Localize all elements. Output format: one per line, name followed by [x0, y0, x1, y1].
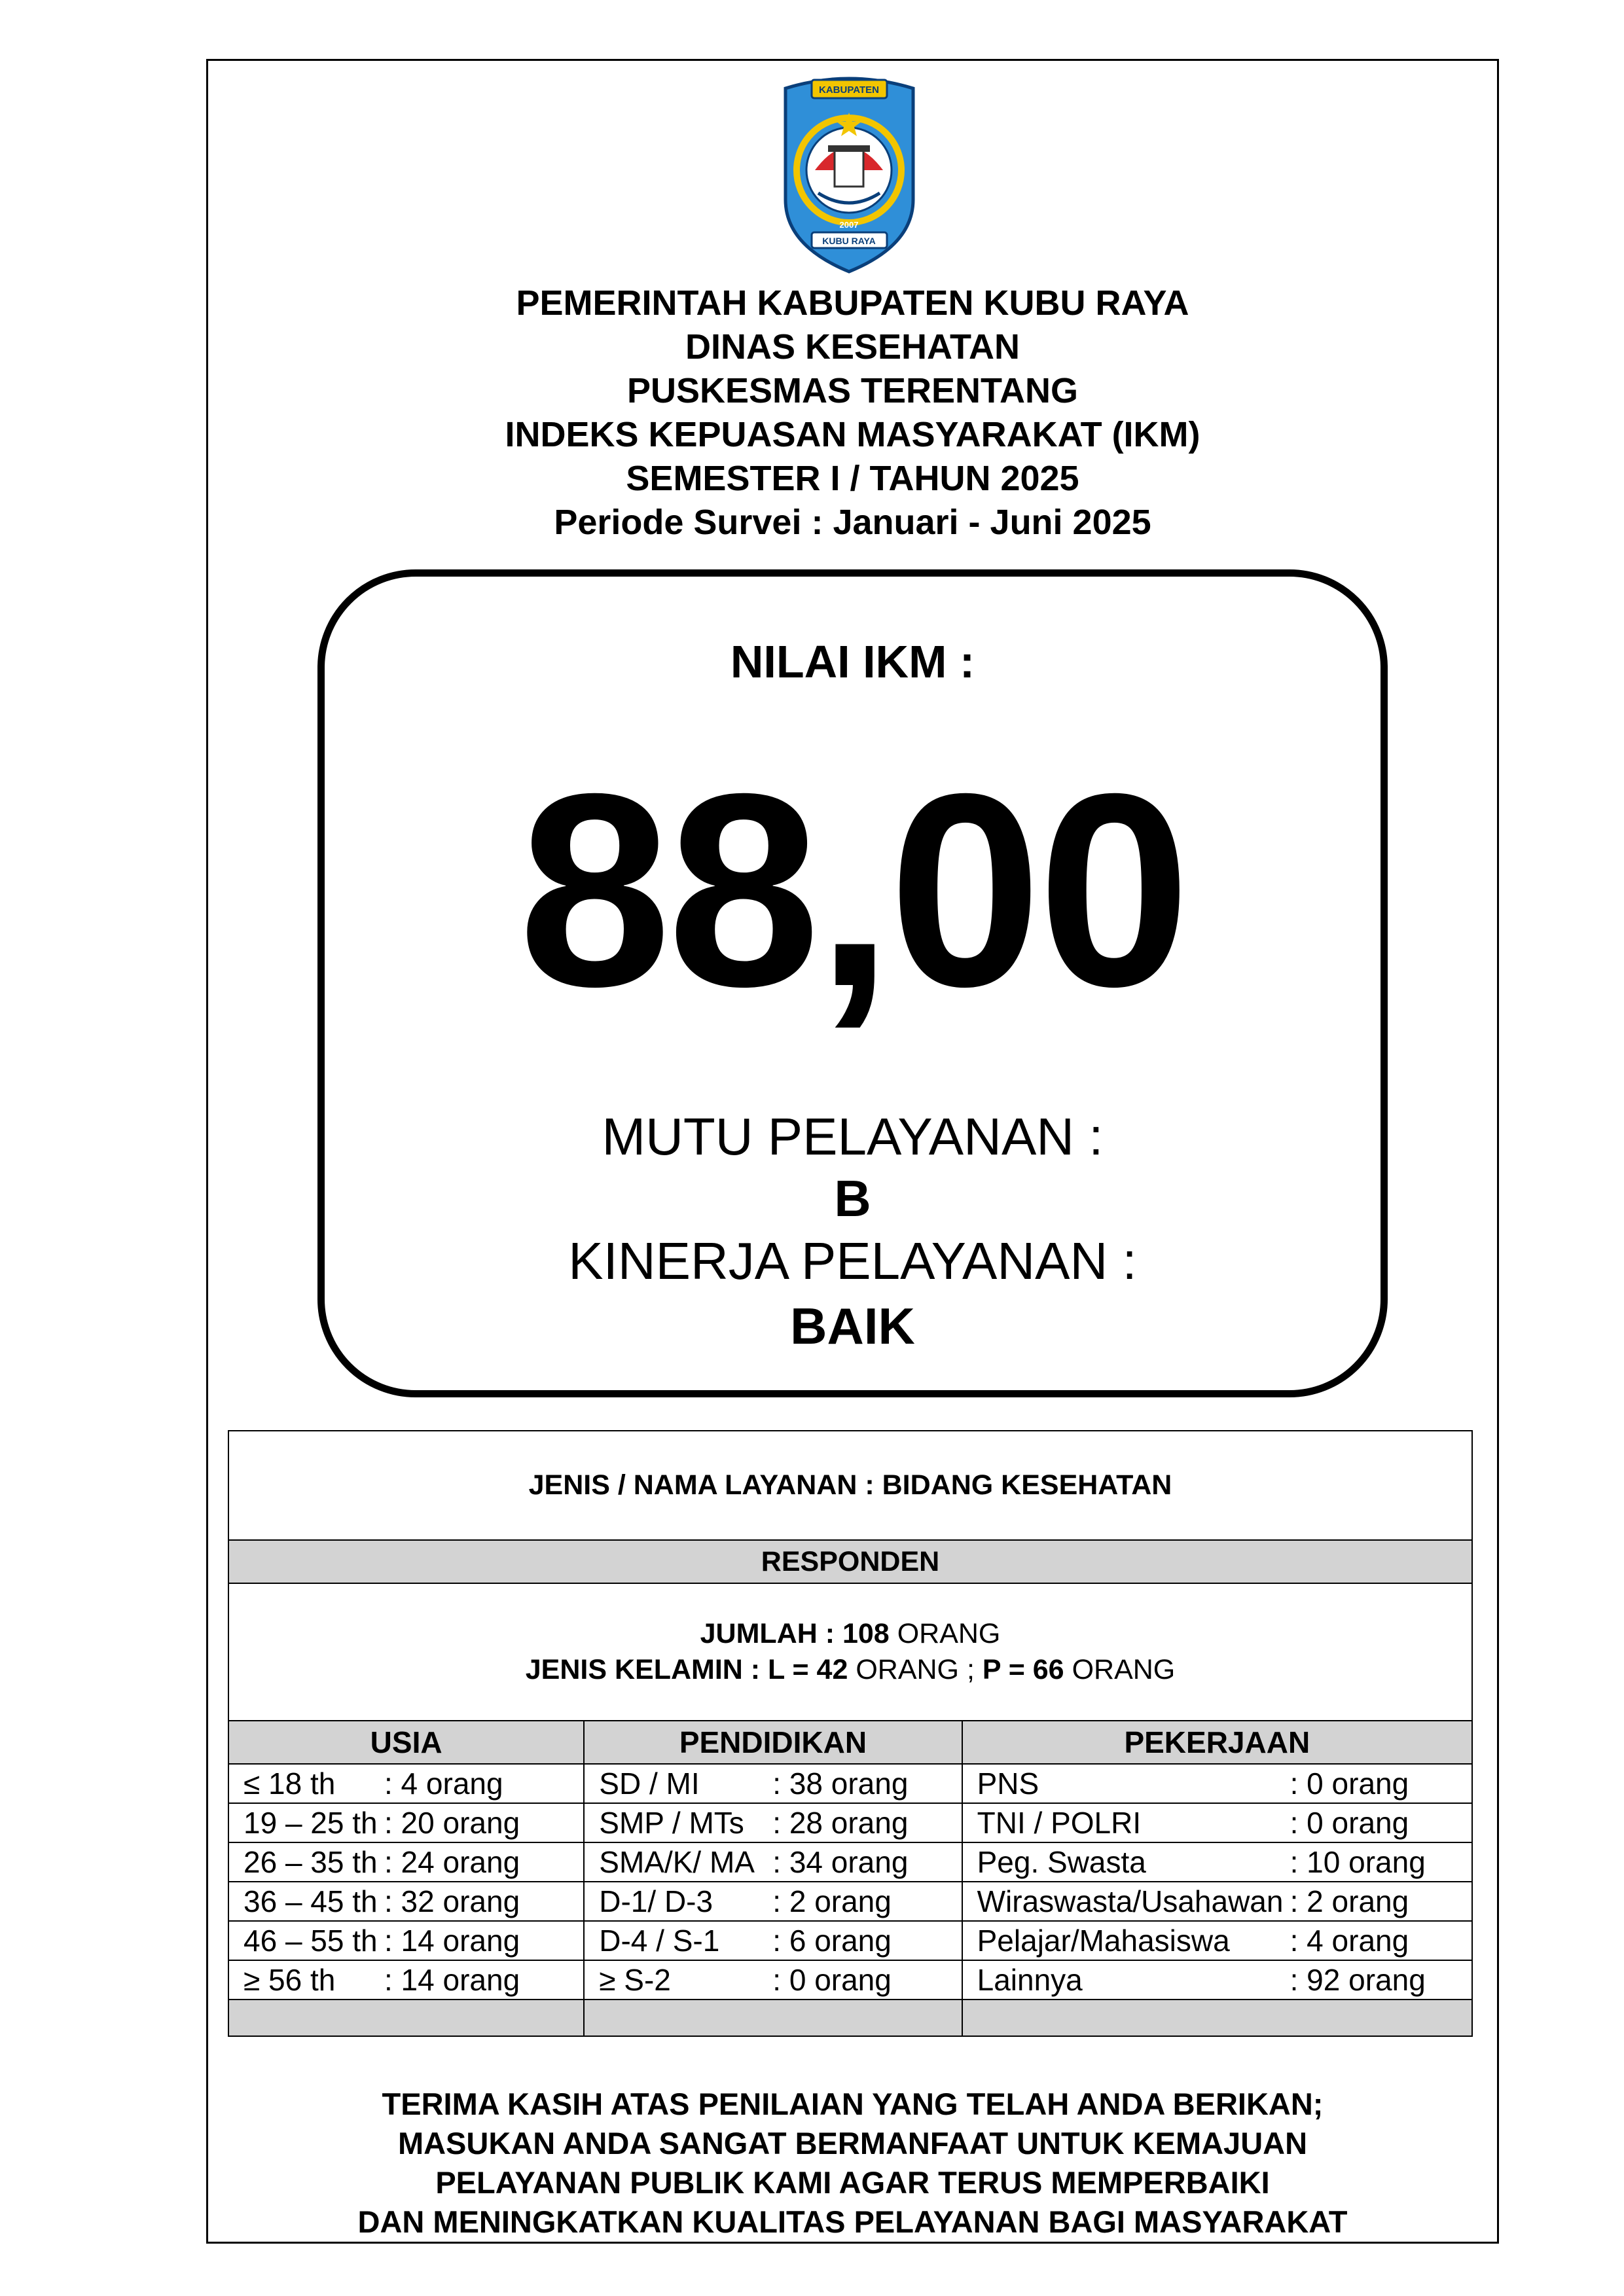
- summary-cell: [228, 1583, 1472, 1721]
- kinerja-label: KINERJA PELAYANAN :: [568, 1232, 1137, 1290]
- usia-range: ≤ 18 th: [244, 1767, 336, 1801]
- service-name: JENIS / NAMA LAYANAN : BIDANG KESEHATAN: [228, 1431, 1472, 1540]
- kelamin-p-unit: ORANG: [1072, 1654, 1176, 1685]
- usia-count: : 24 orang: [384, 1845, 520, 1879]
- usia-count: : 4 orang: [384, 1767, 503, 1801]
- usia-cell: [228, 1842, 584, 1882]
- jumlah-label: JUMLAH : 108: [700, 1618, 890, 1649]
- responden-row: [228, 1540, 1472, 1583]
- summary-row: [228, 1583, 1472, 1721]
- header-line-puskesmas: PUSKESMAS TERENTANG: [626, 371, 1079, 410]
- pekerjaan-type: TNI / POLRI: [977, 1806, 1142, 1840]
- service-row: [228, 1431, 1472, 1540]
- pendidikan-cell: [584, 1960, 962, 2000]
- jumlah-unit: ORANG: [897, 1618, 1001, 1649]
- usia-range: ≥ 56 th: [244, 1963, 336, 1997]
- ikm-value: 88,00: [518, 737, 1187, 1044]
- pekerjaan-type: Peg. Swasta: [977, 1845, 1146, 1879]
- pekerjaan-count: : 4 orang: [1290, 1924, 1409, 1958]
- table-row: [228, 1921, 1472, 1960]
- table-row: [228, 1803, 1472, 1842]
- usia-range: 46 – 55 th: [244, 1924, 378, 1958]
- pendidikan-count: : 28 orang: [772, 1806, 909, 1840]
- usia-cell: [228, 1882, 584, 1921]
- jenis-kelamin-line: [244, 1652, 1457, 1688]
- header-line-title: INDEKS KEPUASAN MASYARAKAT (IKM): [505, 415, 1200, 454]
- pendidikan-cell: [584, 1882, 962, 1921]
- jumlah-line: [244, 1616, 1457, 1652]
- pekerjaan-cell: [962, 1882, 1472, 1921]
- footer-line: MASUKAN ANDA SANGAT BERMANFAAT UNTUK KEMAJUAN: [397, 2126, 1308, 2161]
- header-line-semester: SEMESTER I / TAHUN 2025: [626, 459, 1079, 498]
- table-row: [228, 1764, 1472, 1803]
- category-header-row: [228, 1721, 1472, 1764]
- usia-range: 36 – 45 th: [244, 1884, 378, 1918]
- pendidikan-level: SD / MI: [599, 1767, 700, 1801]
- empty-footer-row: [228, 2000, 1472, 2036]
- usia-cell: [228, 1921, 584, 1960]
- pekerjaan-count: : 0 orang: [1290, 1767, 1409, 1801]
- pendidikan-level: SMA/K/ MA: [599, 1845, 755, 1879]
- pekerjaan-count: : 92 orang: [1290, 1963, 1426, 1997]
- usia-count: : 14 orang: [384, 1963, 520, 1997]
- pendidikan-level: D-4 / S-1: [599, 1924, 720, 1958]
- pekerjaan-type: Wiraswasta/Usahawan: [977, 1884, 1284, 1918]
- svg-text:2007: 2007: [839, 220, 859, 230]
- pekerjaan-cell: [962, 1960, 1472, 2000]
- respondent-table: [228, 1430, 1473, 2037]
- empty-cell: [962, 2000, 1472, 2036]
- pekerjaan-cell: [962, 1803, 1472, 1842]
- pendidikan-cell: [584, 1803, 962, 1842]
- pendidikan-count: : 38 orang: [772, 1767, 909, 1801]
- svg-text:KABUPATEN: KABUPATEN: [819, 84, 879, 96]
- pekerjaan-type: Pelajar/Mahasiswa: [977, 1924, 1230, 1958]
- svg-text:KUBU RAYA: KUBU RAYA: [822, 236, 876, 246]
- empty-cell: [228, 2000, 584, 2036]
- usia-count: : 14 orang: [384, 1924, 520, 1958]
- kinerja-value: BAIK: [790, 1297, 915, 1355]
- usia-cell: [228, 1764, 584, 1803]
- usia-cell: [228, 1960, 584, 2000]
- pendidikan-count: : 0 orang: [772, 1963, 892, 1997]
- pekerjaan-cell: [962, 1842, 1472, 1882]
- usia-cell: [228, 1803, 584, 1842]
- kelamin-l: JENIS KELAMIN : L = 42: [525, 1654, 848, 1685]
- pekerjaan-count: : 0 orang: [1290, 1806, 1409, 1840]
- kabupaten-kubu-raya-emblem: [776, 72, 923, 276]
- pendidikan-count: : 2 orang: [772, 1884, 892, 1918]
- pekerjaan-count: : 10 orang: [1290, 1845, 1426, 1879]
- usia-range: 26 – 35 th: [244, 1845, 378, 1879]
- pekerjaan-count: : 2 orang: [1290, 1884, 1409, 1918]
- usia-count: : 32 orang: [384, 1884, 520, 1918]
- empty-cell: [584, 2000, 962, 2036]
- pendidikan-level: D-1/ D-3: [599, 1884, 713, 1918]
- footer-line: PELAYANAN PUBLIK KAMI AGAR TERUS MEMPERBAIKI: [435, 2165, 1270, 2200]
- ikm-score-box: [317, 569, 1388, 1397]
- table-row: [228, 1882, 1472, 1921]
- pendidikan-count: : 34 orang: [772, 1845, 909, 1879]
- pekerjaan-type: Lainnya: [977, 1963, 1083, 1997]
- table-row: [228, 1960, 1472, 2000]
- header-line-agency: DINAS KESEHATAN: [685, 327, 1020, 367]
- pendidikan-level: ≥ S-2: [599, 1963, 671, 1997]
- pekerjaan-cell: [962, 1764, 1472, 1803]
- kelamin-l-unit: ORANG ;: [856, 1654, 975, 1685]
- mutu-label: MUTU PELAYANAN :: [602, 1107, 1104, 1166]
- thank-you-message: [206, 2085, 1499, 2242]
- table-row: [228, 1842, 1472, 1882]
- usia-count: : 20 orang: [384, 1806, 520, 1840]
- kelamin-p: P = 66: [982, 1654, 1064, 1685]
- pendidikan-level: SMP / MTs: [599, 1806, 744, 1840]
- ikm-label: NILAI IKM :: [730, 636, 975, 687]
- pekerjaan-type: PNS: [977, 1767, 1039, 1801]
- header-line-period: Periode Survei : Januari - Juni 2025: [554, 503, 1151, 542]
- usia-range: 19 – 25 th: [244, 1806, 378, 1840]
- header-pendidikan: PENDIDIKAN: [584, 1721, 962, 1764]
- pendidikan-count: : 6 orang: [772, 1924, 892, 1958]
- pekerjaan-cell: [962, 1921, 1472, 1960]
- pendidikan-cell: [584, 1921, 962, 1960]
- header-usia: USIA: [228, 1721, 584, 1764]
- footer-line: DAN MENINGKATKAN KUALITAS PELAYANAN BAGI MASYARAKAT: [357, 2204, 1348, 2239]
- document-header: [206, 281, 1499, 545]
- responden-heading: RESPONDEN: [228, 1540, 1472, 1583]
- mutu-value: B: [834, 1170, 871, 1227]
- pendidikan-cell: [584, 1842, 962, 1882]
- footer-line: TERIMA KASIH ATAS PENILAIAN YANG TELAH ANDA BERIKAN;: [382, 2087, 1324, 2121]
- pendidikan-cell: [584, 1764, 962, 1803]
- header-pekerjaan: PEKERJAAN: [962, 1721, 1472, 1764]
- header-line-government: PEMERINTAH KABUPATEN KUBU RAYA: [516, 283, 1189, 323]
